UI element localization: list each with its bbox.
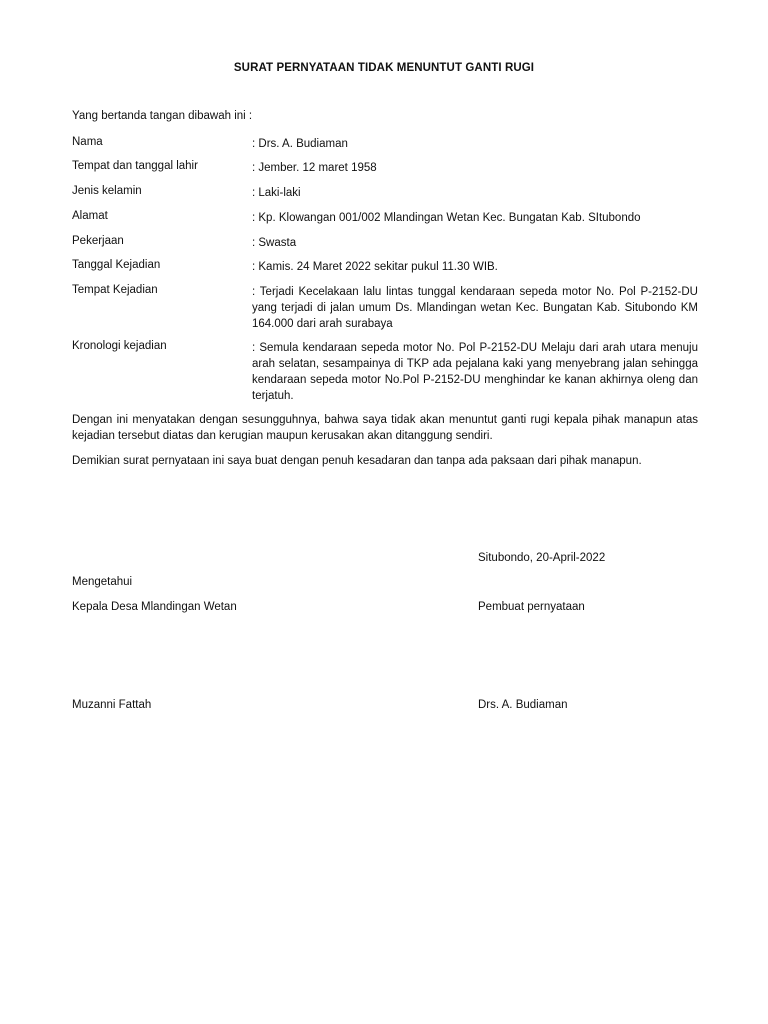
field-row-tanggal-kejadian — [72, 259, 698, 275]
field-label: Pekerjaan — [72, 235, 124, 247]
field-row-tempat-kejadian — [72, 284, 698, 332]
closing-paragraph: Demikian surat pernyataan ini saya buat dengan penuh kesadaran dan tanpa ada paksaan dari pihak manapun. — [72, 455, 642, 467]
field-row-alamat — [72, 210, 698, 226]
field-label: Alamat — [72, 210, 108, 222]
field-label: Nama — [72, 136, 103, 148]
field-label: Tanggal Kejadian — [72, 259, 161, 271]
field-value: : Terjadi Kecelakaan lalu lintas tunggal kendaraan sepeda motor No. Pol P-2152-DU yang terjadi di jalan umum Ds. Mlandingan wetan Kec. Bungatan Kab. Situbondo KM 164.000 dari arah surabaya — [252, 286, 698, 330]
field-value: : Swasta — [252, 237, 297, 249]
field-label: Kronologi kejadian — [72, 340, 167, 352]
village-head-name: Muzanni Fattah — [72, 699, 152, 711]
village-head-role: Kepala Desa Mlandingan Wetan — [72, 601, 237, 613]
field-value: : Jember. 12 maret 1958 — [252, 162, 377, 174]
field-row-nama — [72, 136, 698, 152]
field-row-tempat-tanggal-lahir — [72, 160, 698, 176]
declarant-role: Pembuat pernyataan — [478, 601, 585, 613]
declarant-name: Drs. A. Budiaman — [478, 699, 568, 711]
statement-paragraph: Dengan ini menyatakan dengan sesungguhnya, bahwa saya tidak akan menuntut ganti rugi kepala pihak manapun atas kejadian tersebut diatas dan kerugian maupun kerusakan akan ditanggung sendiri. — [72, 414, 698, 442]
field-row-kronologi-kejadian — [72, 340, 698, 404]
intro-text: Yang bertanda tangan dibawah ini : — [72, 110, 253, 122]
field-value: : Kp. Klowangan 001/002 Mlandingan Wetan Kec. Bungatan Kab. SItubondo — [252, 212, 641, 224]
field-value: : Semula kendaraan sepeda motor No. Pol P-2152-DU Melaju dari arah utara menuju arah selatan, sesampainya di TKP ada pejalana kaki yang menyebrang jalan sehingga kendaraan sepeda motor No.Pol P-2152-DU menghindar ke kanan akhirnya oleng dan terjatuh. — [252, 342, 698, 402]
field-label: Tempat Kejadian — [72, 284, 158, 296]
field-value: : Drs. A. Budiaman — [252, 138, 348, 150]
field-label: Tempat dan tanggal lahir — [72, 160, 198, 172]
field-label: Jenis kelamin — [72, 185, 142, 197]
place-date: Situbondo, 20-April-2022 — [478, 552, 606, 564]
document-title: SURAT PERNYATAAN TIDAK MENUNTUT GANTI RUGI — [233, 62, 535, 74]
field-row-jenis-kelamin — [72, 185, 698, 201]
field-value: : Laki-laki — [252, 187, 301, 199]
field-value: : Kamis. 24 Maret 2022 sekitar pukul 11.30 WIB. — [252, 261, 498, 273]
field-row-pekerjaan — [72, 235, 698, 251]
acknowledge-label: Mengetahui — [72, 576, 133, 588]
